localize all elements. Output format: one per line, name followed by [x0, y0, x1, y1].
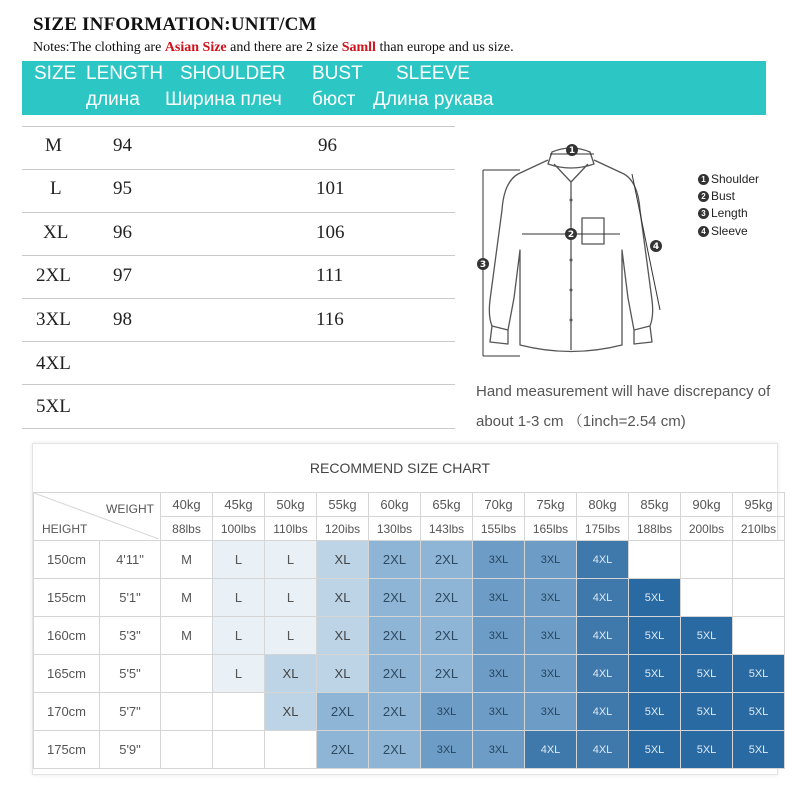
size-header-band — [22, 61, 766, 115]
height-cm-cell: 175cm — [34, 731, 100, 769]
header-bust: BUST — [312, 63, 363, 84]
size-recommendation-cell: 3XL — [525, 693, 577, 731]
notes-label: Notes: — [33, 40, 70, 55]
weight-lbs-header: 88lbs — [161, 517, 213, 541]
weight-height-header — [34, 493, 161, 541]
legend-num: 1 — [698, 174, 709, 185]
size-recommendation-cell: 4XL — [577, 693, 629, 731]
size-recommendation-cell: L — [213, 579, 265, 617]
smaller-highlight: Samll — [341, 40, 376, 55]
size-cell: 2XL — [36, 265, 71, 286]
size-recommendation-cell: 2XL — [369, 731, 421, 769]
size-cell: L — [50, 178, 62, 199]
weight-lbs-header: 130lbs — [369, 517, 421, 541]
legend-label: Length — [711, 206, 748, 220]
recommend-chart-title: RECOMMEND SIZE CHART — [309, 460, 491, 476]
weight-kg-header: 50kg — [265, 493, 317, 517]
legend-shoulder — [698, 172, 759, 186]
size-recommendation-cell: 4XL — [577, 731, 629, 769]
legend-label: Shoulder — [711, 172, 760, 186]
height-cm-cell: 165cm — [34, 655, 100, 693]
page-title: SIZE INFORMATION:UNIT/CM — [33, 14, 317, 35]
weight-lbs-header: 210lbs — [733, 517, 785, 541]
size-cell: 5XL — [36, 396, 71, 417]
size-recommendation-cell: 5XL — [681, 693, 733, 731]
legend-label: Bust — [711, 189, 736, 203]
row-divider — [22, 384, 455, 385]
header-bust-ru: бюст — [312, 89, 356, 110]
size-recommendation-cell: 3XL — [473, 693, 525, 731]
size-recommendation-cell: 5XL — [629, 655, 681, 693]
header-sleeve-ru: Длина рукава — [373, 89, 494, 110]
size-recommendation-cell: 3XL — [525, 617, 577, 655]
header-size: SIZE — [34, 63, 77, 84]
size-recommendation-cell: 3XL — [525, 579, 577, 617]
asian-size-highlight: Asian Size — [164, 40, 227, 55]
size-recommendation-cell: 3XL — [473, 617, 525, 655]
size-recommendation-cell: L — [213, 541, 265, 579]
size-recommendation-cell: 3XL — [473, 655, 525, 693]
diagram-num-4: 4 — [652, 242, 660, 252]
size-recommendation-cell — [161, 693, 213, 731]
recommend-row — [34, 655, 785, 693]
weight-kg-header: 55kg — [317, 493, 369, 517]
weight-lbs-header: 175lbs — [577, 517, 629, 541]
size-recommendation-cell: 4XL — [525, 731, 577, 769]
height-ft-cell: 4'11" — [100, 541, 161, 579]
size-recommendation-cell: 3XL — [525, 655, 577, 693]
size-recommendation-cell: 2XL — [369, 617, 421, 655]
height-ft-cell: 5'3" — [100, 617, 161, 655]
row-divider — [22, 126, 455, 127]
legend-bust — [698, 189, 735, 203]
size-recommendation-cell — [629, 541, 681, 579]
height-ft-cell: 5'9" — [100, 731, 161, 769]
legend-length — [698, 206, 748, 220]
height-cm-cell: 160cm — [34, 617, 100, 655]
weight-kg-header: 90kg — [681, 493, 733, 517]
row-divider — [22, 255, 455, 256]
length-cell: 94 — [113, 135, 132, 156]
recommend-row — [34, 693, 785, 731]
weight-lbs-header: 100lbs — [213, 517, 265, 541]
size-recommendation-cell: M — [161, 579, 213, 617]
size-recommendation-cell: L — [265, 579, 317, 617]
legend-num: 4 — [698, 226, 709, 237]
diagram-num-2: 2 — [567, 230, 575, 240]
weight-kg-header: 95kg — [733, 493, 785, 517]
size-recommendation-cell: XL — [265, 655, 317, 693]
size-recommendation-cell: 5XL — [629, 617, 681, 655]
row-divider — [22, 341, 455, 342]
size-recommendation-cell: 3XL — [473, 579, 525, 617]
size-recommendation-cell: L — [265, 617, 317, 655]
weight-lbs-header: 188lbs — [629, 517, 681, 541]
height-cm-cell: 170cm — [34, 693, 100, 731]
weight-kg-header: 60kg — [369, 493, 421, 517]
diagram-num-3: 3 — [479, 260, 487, 270]
header-shoulder: SHOULDER — [180, 63, 286, 84]
header-length: LENGTH — [86, 63, 164, 84]
size-recommendation-cell: 4XL — [577, 617, 629, 655]
height-label: HEIGHT — [42, 522, 88, 536]
size-recommendation-cell: 2XL — [317, 693, 369, 731]
size-recommendation-cell: 3XL — [473, 541, 525, 579]
height-ft-cell: 5'7" — [100, 693, 161, 731]
legend-num: 3 — [698, 208, 709, 219]
weight-lbs-header: 120ibs — [317, 517, 369, 541]
bust-cell: 101 — [316, 178, 345, 199]
size-recommendation-cell: 5XL — [629, 731, 681, 769]
weight-kg-header: 40kg — [161, 493, 213, 517]
weight-lbs-header: 110lbs — [265, 517, 317, 541]
weight-kg-header: 45kg — [213, 493, 265, 517]
row-divider — [22, 298, 455, 299]
hand-measurement-note-2: about 1-3 cm （1inch=2.54 cm) — [476, 413, 686, 430]
row-divider — [22, 428, 455, 429]
weight-label: WEIGHT — [106, 502, 154, 516]
size-recommendation-cell: 5XL — [733, 655, 785, 693]
bust-cell: 106 — [316, 222, 345, 243]
notes-line — [33, 40, 514, 56]
size-cell: 4XL — [36, 353, 71, 374]
size-recommendation-cell: XL — [317, 541, 369, 579]
size-recommendation-cell: 5XL — [733, 693, 785, 731]
weight-kg-header: 70kg — [473, 493, 525, 517]
size-recommendation-cell — [733, 579, 785, 617]
recommend-row — [34, 731, 785, 769]
size-recommendation-cell — [733, 541, 785, 579]
size-recommendation-cell: 2XL — [421, 655, 473, 693]
size-recommendation-cell: 2XL — [317, 731, 369, 769]
weight-kg-header: 75kg — [525, 493, 577, 517]
height-ft-cell: 5'1" — [100, 579, 161, 617]
length-cell: 97 — [113, 265, 132, 286]
size-recommendation-cell — [681, 541, 733, 579]
length-cell: 96 — [113, 222, 132, 243]
size-recommendation-cell: 5XL — [629, 693, 681, 731]
size-cell: 3XL — [36, 309, 71, 330]
bust-cell: 116 — [316, 309, 344, 330]
recommend-row — [34, 579, 785, 617]
size-recommendation-cell: 2XL — [421, 579, 473, 617]
size-recommendation-cell: L — [265, 541, 317, 579]
length-cell: 98 — [113, 309, 132, 330]
recommend-row — [34, 541, 785, 579]
size-recommendation-cell — [161, 731, 213, 769]
weight-kg-header: 80kg — [577, 493, 629, 517]
size-recommendation-cell: 4XL — [577, 541, 629, 579]
row-divider — [22, 212, 455, 213]
shirt-measurement-diagram — [470, 130, 690, 370]
recommend-size-table — [33, 492, 785, 769]
size-recommendation-cell: 3XL — [525, 541, 577, 579]
weight-lbs-header: 200lbs — [681, 517, 733, 541]
weight-lbs-header: 165lbs — [525, 517, 577, 541]
size-recommendation-cell: 5XL — [681, 731, 733, 769]
size-recommendation-cell: XL — [265, 693, 317, 731]
legend-label: Sleeve — [711, 224, 748, 238]
size-recommendation-cell: 5XL — [681, 617, 733, 655]
size-recommendation-cell: L — [213, 617, 265, 655]
size-recommendation-cell: M — [161, 541, 213, 579]
weight-kg-header: 65kg — [421, 493, 473, 517]
size-recommendation-cell — [161, 655, 213, 693]
notes-text-2: and there are 2 size — [226, 40, 342, 55]
size-cell: XL — [43, 222, 69, 243]
legend-num: 2 — [698, 191, 709, 202]
notes-text-1: The clothing are — [69, 40, 165, 55]
size-recommendation-cell: 3XL — [473, 731, 525, 769]
size-recommendation-cell: 2XL — [369, 541, 421, 579]
hand-measurement-note: Hand measurement will have discrepancy of — [476, 383, 771, 400]
header-sleeve: SLEEVE — [396, 63, 470, 84]
recommend-row — [34, 617, 785, 655]
height-cm-cell: 155cm — [34, 579, 100, 617]
header-shoulder-ru: Ширина плеч — [165, 89, 282, 110]
diagram-num-1: 1 — [568, 146, 576, 156]
size-recommendation-cell: 3XL — [421, 693, 473, 731]
size-recommendation-cell: 3XL — [421, 731, 473, 769]
size-recommendation-cell: 2XL — [369, 579, 421, 617]
notes-text-3: than europe and us size. — [375, 40, 514, 55]
bust-cell: 96 — [318, 135, 337, 156]
size-recommendation-cell — [681, 579, 733, 617]
size-recommendation-cell: 2XL — [421, 541, 473, 579]
header-length-ru: длина — [86, 89, 140, 110]
size-cell: M — [45, 135, 62, 156]
size-recommendation-cell: XL — [317, 617, 369, 655]
size-recommendation-cell: 5XL — [681, 655, 733, 693]
size-recommendation-cell: XL — [317, 655, 369, 693]
height-ft-cell: 5'5" — [100, 655, 161, 693]
size-recommendation-cell: 2XL — [421, 617, 473, 655]
legend-sleeve — [698, 224, 748, 238]
size-recommendation-cell: 5XL — [629, 579, 681, 617]
weight-kg-header: 85kg — [629, 493, 681, 517]
size-recommendation-cell — [213, 731, 265, 769]
length-cell: 95 — [113, 178, 132, 199]
bust-cell: 111 — [316, 265, 344, 286]
size-recommendation-cell — [733, 617, 785, 655]
weight-lbs-header: 143lbs — [421, 517, 473, 541]
row-divider — [22, 169, 455, 170]
size-recommendation-cell: L — [213, 655, 265, 693]
size-recommendation-cell: 4XL — [577, 579, 629, 617]
size-recommendation-cell: 2XL — [369, 693, 421, 731]
weight-lbs-header: 155lbs — [473, 517, 525, 541]
height-cm-cell: 150cm — [34, 541, 100, 579]
size-recommendation-cell: 5XL — [733, 731, 785, 769]
size-recommendation-cell: XL — [317, 579, 369, 617]
size-recommendation-cell — [213, 693, 265, 731]
size-recommendation-cell: 4XL — [577, 655, 629, 693]
size-recommendation-cell: 2XL — [369, 655, 421, 693]
size-recommendation-cell: M — [161, 617, 213, 655]
size-recommendation-cell — [265, 731, 317, 769]
